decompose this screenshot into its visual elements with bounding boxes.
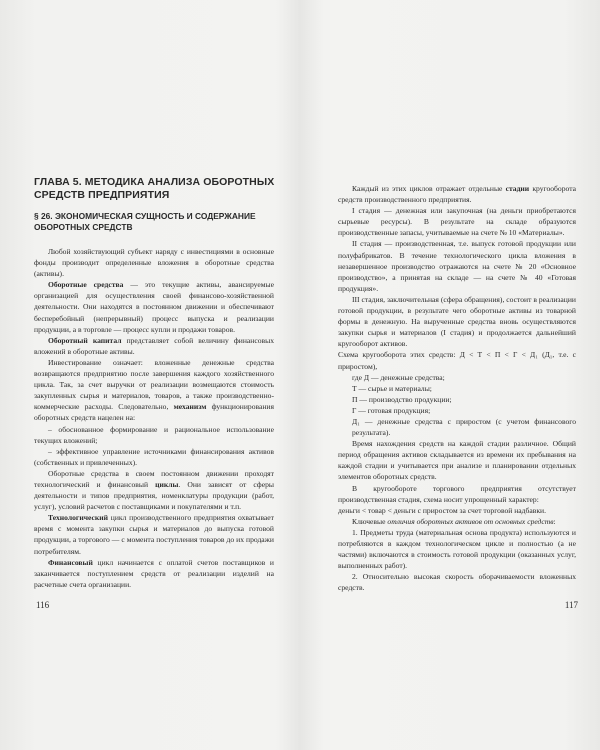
legend-line: Г — готовая продукция;	[352, 405, 431, 415]
list-item: 1. Предметы труда (материальная основа продукта) используются и потребляются в каждом технологическом цикле и полностью (а не частями) включаются в стоимость готовой продукции (оказанных услуг, выполненных работ).	[338, 527, 576, 571]
formula-line: Схема кругооборота этих средств: Д < Т < П < Г < Д₁ (Д₁, т.е. с приростом),	[338, 350, 576, 371]
legend-line: Т — сырье и материалы;	[352, 383, 432, 393]
paragraph: Ключевые отличия оборотных активов от основных средств:	[352, 516, 556, 526]
term: Оборотный капитал	[48, 335, 122, 345]
right-page	[300, 0, 600, 750]
left-page-body	[34, 246, 274, 590]
term: стадии	[505, 184, 530, 193]
chapter-title: ГЛАВА 5. МЕТОДИКА АНАЛИЗА ОБОРОТНЫХ СРЕДСТВ ПРЕДПРИЯТИЯ	[34, 176, 275, 201]
paragraph: Каждый из этих циклов отражает отдельные стадии кругооборота средств производственного предприятия.	[338, 184, 576, 205]
paragraph: Технологический цикл производственного предприятия охватывает время с момента закупки сырья и материалов до выпуска готовой продукции, а торгового — с момента поступления товаров до их продажи потребителям.	[34, 513, 274, 556]
list-item: – обоснованное формирование и рациональное использование текущих вложений;	[34, 424, 274, 445]
section-title: § 26. ЭКОНОМИЧЕСКАЯ СУЩНОСТЬ И СОДЕРЖАНИЕ ОБОРОТНЫХ СРЕДСТВ	[34, 211, 256, 232]
paragraph: Время нахождения средств на каждой стадии различное. Общий период обращения активов складывается из времени их пребывания на каждой стадии и учитывается при анализе и планировании отдельных элементов оборотных средств.	[338, 439, 576, 482]
paragraph: Финансовый цикл начинается с оплатой счетов поставщиков и заканчивается поступлением средств от реализации изделий на расчетные счета организации.	[34, 557, 274, 589]
emphasis: отличия оборотных активов от основных средств	[387, 516, 554, 526]
paragraph: II стадия — производственная, т.е. выпуск готовой продукции или полуфабрикатов. В течение технологического цикла вложения в незавершенное производство отражаются на счете № 20 «Основное производство», а принятая на складе — на счете № 40 «Готовая продукция».	[338, 239, 576, 293]
paragraph: I стадия — денежная или закупочная (на деньги приобретаются сырьевые ресурсы). В результате на складе образуются производственные запасы, учитываемые на счете № 10 «Материалы».	[338, 206, 576, 238]
paragraph: III стадия, заключительная (сфера обращения), состоит в реализации готовой продукции, в результате чего оборотные активы из товарной формы в денежную. На вырученные средства вновь осуществляются закупки сырья и материалов (I стадия) и продолжается дальнейший кругооборот активов.	[338, 294, 576, 349]
paragraph: Оборотный капитал представляет собой величину финансовых вложений в оборотные активы.	[34, 335, 274, 356]
paragraph: Любой хозяйствующий субъект наряду с инвестициями в основные фонды производит определенные вложения в оборотные средства (активы).	[34, 247, 274, 279]
paragraph: Оборотные средства — это текущие активы, авансируемые организацией для осуществления своей финансово-хозяйственной деятельности. Они находятся в постоянном движении и обеспечивают бесперебойный (непрерывный) процесс выпуска и реализации продукции, а в торговле — процесс купли и продажи товаров.	[34, 280, 275, 334]
paragraph: Инвестирование означает: вложенные денежные средства возвращаются предприятию после завершения каждого хозяйственного цикла. Так, за счет выручки от реализации возмещаются стоимость закупленных сырья и материалов, товаров, а также производственно-коммерческие расходы. Следовательно, механизм функционирования оборотных средств нацелен на:	[34, 357, 274, 423]
term: Оборотные средства	[48, 280, 124, 290]
right-page-body	[338, 183, 576, 593]
legend-line: Д₁ — денежные средства с приростом (с учетом финансового результата).	[352, 416, 576, 438]
page-number: 117	[564, 600, 578, 610]
page-number: 116	[36, 600, 50, 610]
term: Технологический	[48, 513, 108, 523]
term: механизм	[173, 402, 207, 412]
term: Финансовый	[48, 557, 93, 567]
list-item: 2. Относительно высокая скорость оборачиваемости вложенных средств.	[338, 572, 576, 593]
term: циклы	[155, 479, 179, 489]
formula-line: деньги < товар < деньги с приростом за счет торговой надбавки.	[338, 505, 547, 515]
legend-line: П — производство продукции;	[352, 394, 452, 404]
paragraph: В кругообороте торгового предприятия отсутствует производственная стадия, схема носит упрощенный характер:	[338, 483, 576, 504]
list-item: – эффективное управление источниками финансирования активов (собственных и привлеченных).	[34, 446, 274, 467]
legend-line: где Д — денежные средства;	[352, 372, 445, 382]
paragraph: Оборотные средства в своем постоянном движении проходят технологический и финансовый циклы. Они зависят от сферы деятельности и типов предприятия, номенклатуры продукции (работ, услуг), условий расчетов с поставщиками и покупателями и т.п.	[34, 468, 274, 512]
